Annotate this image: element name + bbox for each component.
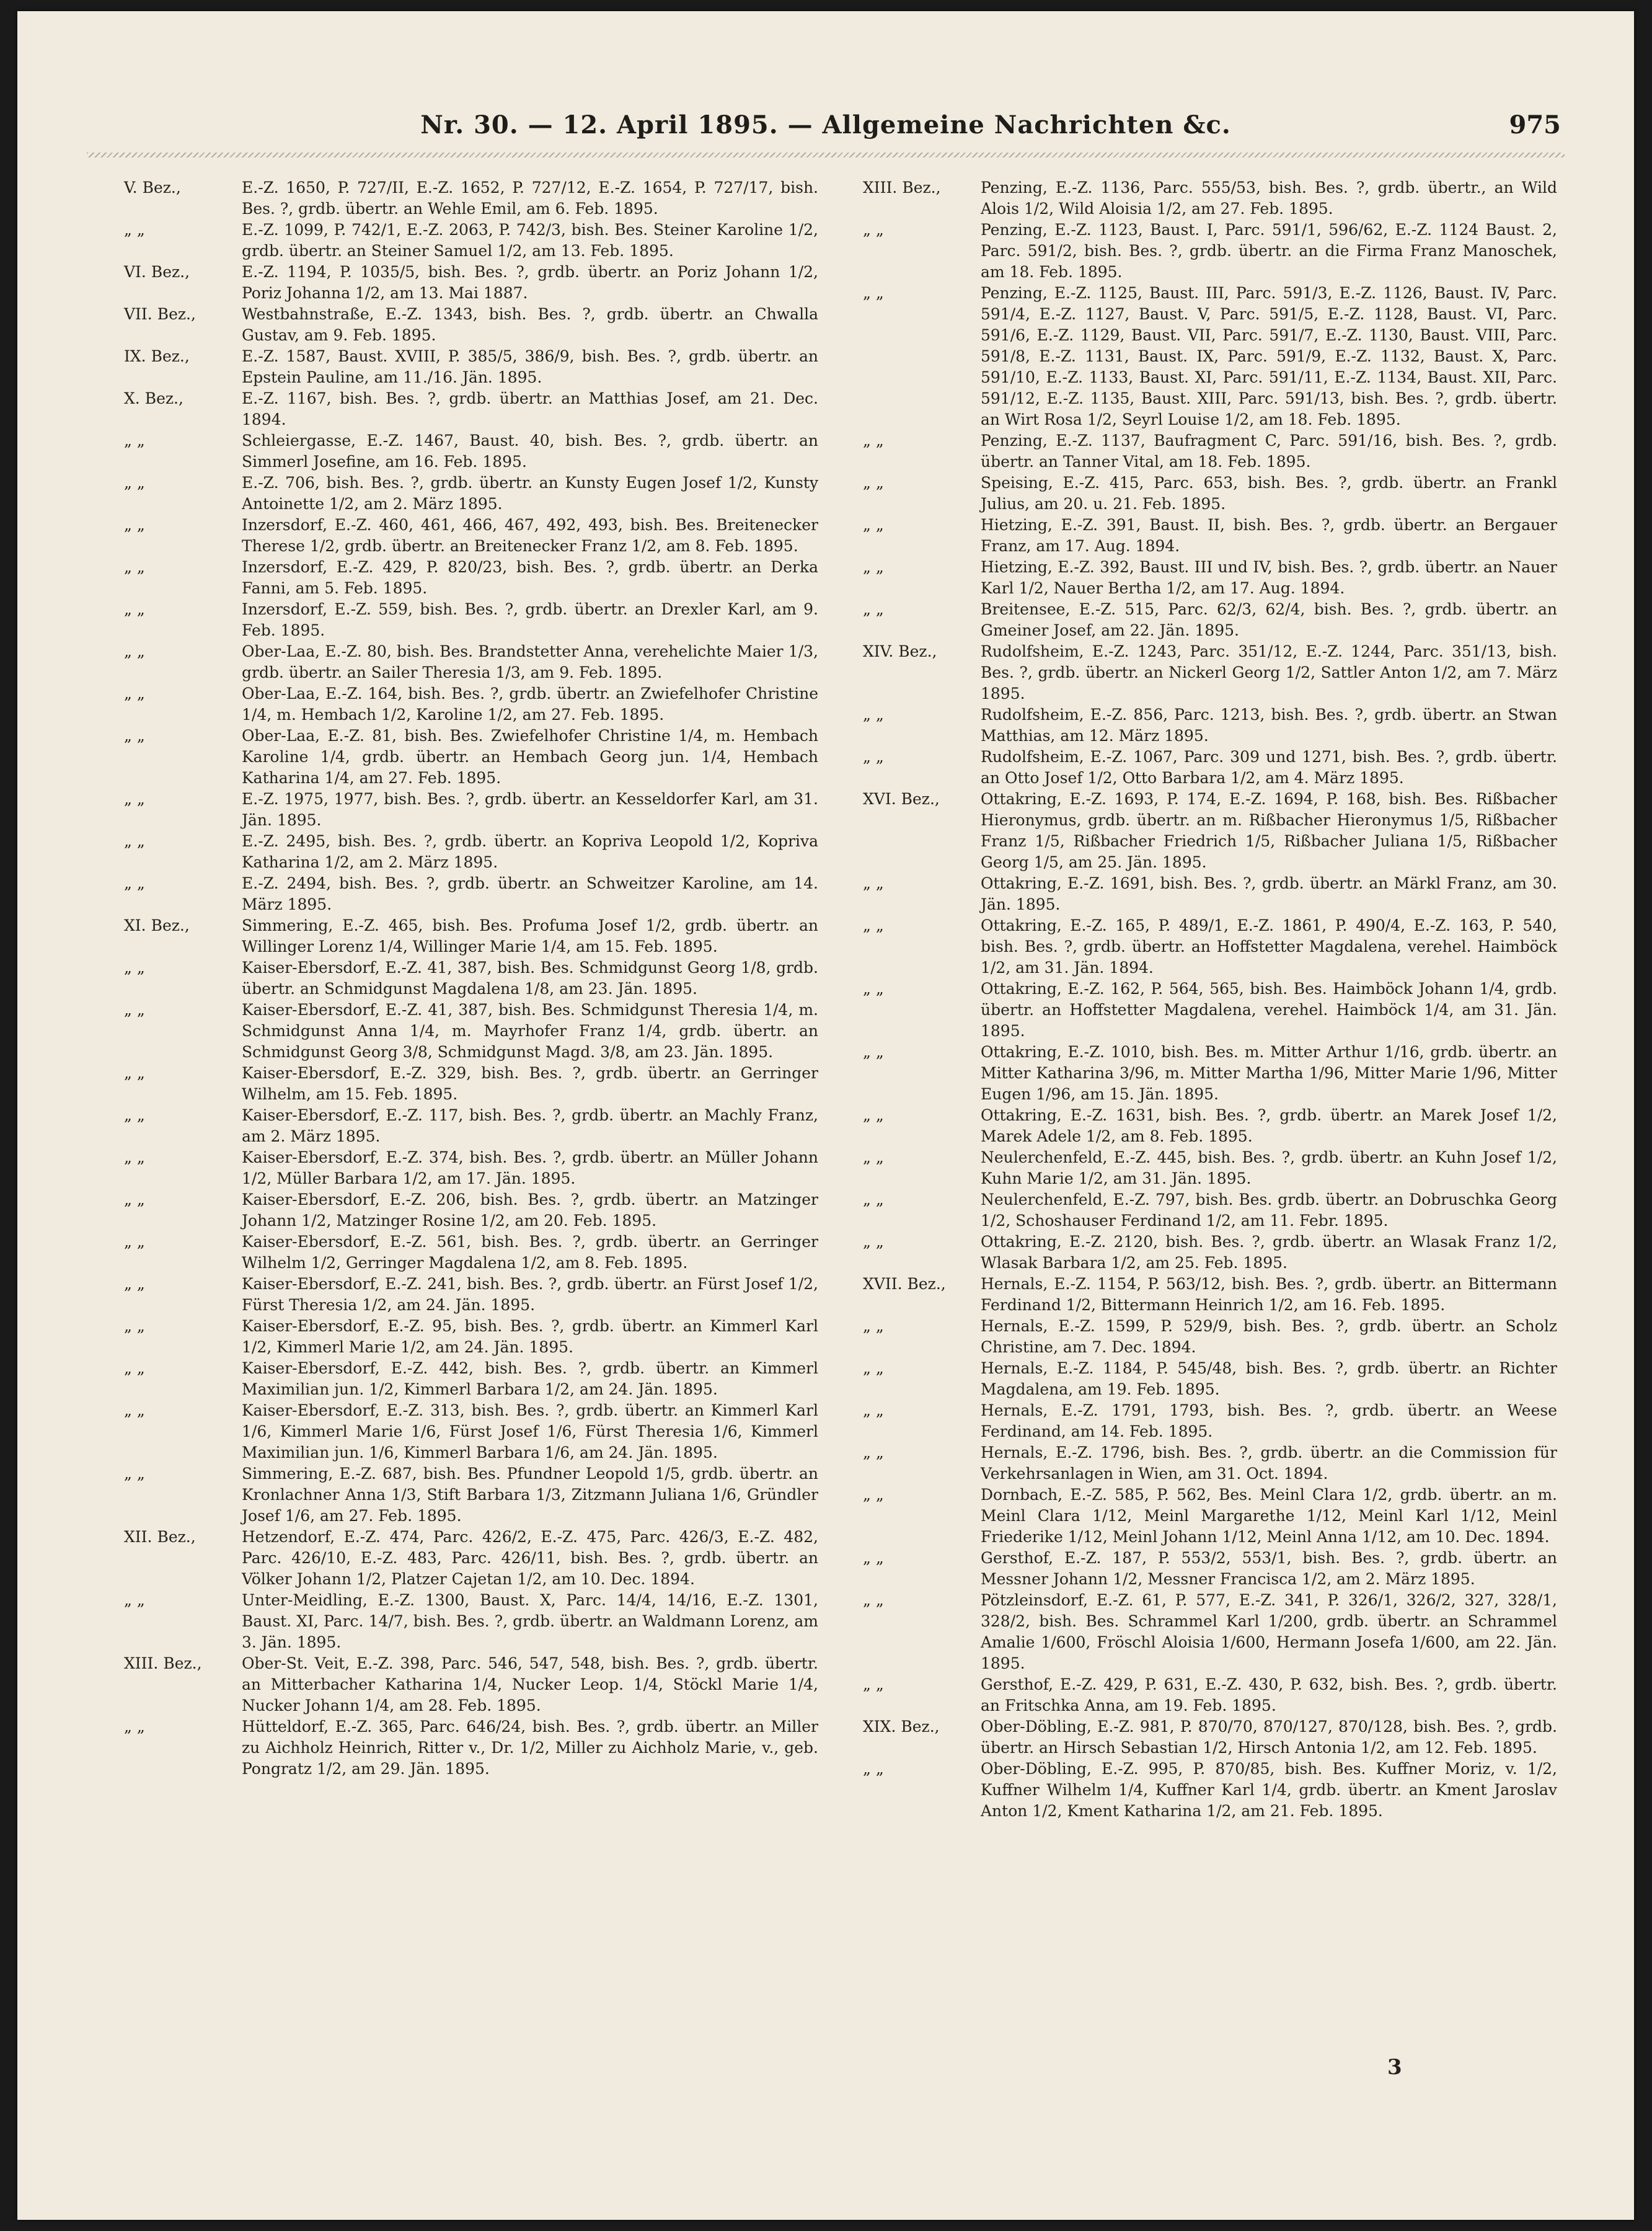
entry-district-label: XIII. Bez., <box>124 1654 202 1672</box>
register-entry <box>124 1716 818 1780</box>
entry-text: Hernals, E.-Z. 1599, P. 529/9, bish. Bes. ?, grdb. übertr. an Scholz Christine, am 7. Dec. 1894. <box>981 1317 1557 1356</box>
register-entry <box>124 262 818 304</box>
register-entry <box>124 1105 818 1147</box>
register-entry <box>863 1316 1557 1358</box>
entry-district-label: XVII. Bez., <box>863 1275 946 1293</box>
entry-district-label: „ „ <box>124 558 145 576</box>
register-entry <box>863 747 1557 789</box>
right-column <box>863 177 1557 1822</box>
register-entry <box>863 177 1557 220</box>
entry-district-label: „ „ <box>863 1444 884 1461</box>
entry-district-label: „ „ <box>863 432 884 450</box>
entry-text: Ober-Laa, E.-Z. 81, bish. Bes. Zwiefelhofer Christine 1/4, m. Hembach Karoline 1/4, grdb. übertr. an Hembach Georg jun. 1/4, Hembach Katharina 1/4, am 27. Feb. 1895. <box>242 727 818 787</box>
entry-text: Kaiser-Ebersdorf, E.-Z. 442, bish. Bes. ?, grdb. übertr. an Kimmerl Maximilian jun. 1/2, Kimmerl Barbara 1/2, am 24. Jän. 1895. <box>242 1359 818 1398</box>
entry-text: Kaiser-Ebersdorf, E.-Z. 561, bish. Bes. ?, grdb. übertr. an Gerringer Wilhelm 1/2, Gerringer Magdalena 1/2, am 8. Feb. 1895. <box>242 1233 818 1272</box>
register-entry <box>124 1274 818 1316</box>
entry-text: Simmering, E.-Z. 687, bish. Bes. Pfundner Leopold 1/5, grdb. übertr. an Kronlachner Anna 1/3, Stift Barbara 1/3, Zitzmann Juliana 1/6, Gründler Josef 1/6, am 27. Feb. 1895. <box>242 1465 818 1525</box>
entry-text: Kaiser-Ebersdorf, E.-Z. 95, bish. Bes. ?, grdb. übertr. an Kimmerl Karl 1/2, Kimmerl Marie 1/2, am 24. Jän. 1895. <box>242 1317 818 1356</box>
entry-text: Inzersdorf, E.-Z. 460, 461, 466, 467, 492, 493, bish. Bes. Breitenecker Therese 1/2, grdb. übertr. an Breitenecker Franz 1/2, am 8. Feb. 1895. <box>242 516 818 555</box>
entry-text: Dornbach, E.-Z. 585, P. 562, Bes. Meinl Clara 1/2, grdb. übertr. an m. Meinl Clara 1/12, Meinl Margarethe 1/12, Meinl Karl 1/12, Meinl Friederike 1/12, Meinl Johann 1/12, Meinl Anna 1/12, am 10. Dec. 1894. <box>981 1486 1557 1546</box>
entry-district-label: „ „ <box>124 727 145 745</box>
entry-district-label: „ „ <box>863 1043 884 1061</box>
register-entry <box>124 177 818 220</box>
entry-text: Ober-Laa, E.-Z. 164, bish. Bes. ?, grdb. übertr. an Zwiefelhofer Christine 1/4, m. Hembach 1/2, Karoline 1/2, am 27. Feb. 1895. <box>242 685 818 724</box>
left-column <box>124 177 818 1780</box>
register-entry <box>863 978 1557 1042</box>
entry-district-label: „ „ <box>863 1401 884 1419</box>
entry-text: E.-Z. 2495, bish. Bes. ?, grdb. übertr. an Kopriva Leopold 1/2, Kopriva Katharina 1/2, am 2. März 1895. <box>242 832 818 871</box>
entry-text: Inzersdorf, E.-Z. 429, P. 820/23, bish. Bes. ?, grdb. übertr. an Derka Fanni, am 5. Feb. 1895. <box>242 558 818 597</box>
entry-district-label: „ „ <box>124 1317 145 1335</box>
entry-district-label: XIV. Bez., <box>863 642 937 660</box>
entry-text: Kaiser-Ebersdorf, E.-Z. 41, 387, bish. Bes. Schmidgunst Georg 1/8, grdb. übertr. an Schmidgunst Magdalena 1/8, am 23. Jän. 1895. <box>242 959 818 998</box>
entry-text: Ober-Laa, E.-Z. 80, bish. Bes. Brandstetter Anna, verehelichte Maier 1/3, grdb. übertr. an Sailer Theresia 1/3, am 9. Feb. 1895. <box>242 642 818 681</box>
register-entry <box>863 915 1557 978</box>
register-entry <box>124 1147 818 1189</box>
register-entry <box>124 1400 818 1463</box>
register-entry <box>863 1274 1557 1316</box>
entry-text: Hütteldorf, E.-Z. 365, Parc. 646/24, bish. Bes. ?, grdb. übertr. an Miller zu Aichholz Heinrich, Ritter v., Dr. 1/2, Miller zu Aichholz Marie, v., geb. Pongratz 1/2, am 29. Jän. 1895. <box>242 1718 818 1778</box>
register-entry <box>863 873 1557 915</box>
entry-district-label: „ „ <box>124 1359 145 1377</box>
register-entry <box>863 557 1557 599</box>
entry-district-label: „ „ <box>124 1401 145 1419</box>
entry-text: E.-Z. 706, bish. Bes. ?, grdb. übertr. an Kunsty Eugen Josef 1/2, Kunsty Antoinette 1/2, am 2. März 1895. <box>242 474 818 513</box>
register-entry <box>124 304 818 346</box>
entry-district-label: XI. Bez., <box>124 916 190 934</box>
entry-district-label: „ „ <box>124 1148 145 1166</box>
register-entry <box>124 515 818 557</box>
entry-text: Breitensee, E.-Z. 515, Parc. 62/3, 62/4, bish. Bes. ?, grdb. übertr. an Gmeiner Josef, am 22. Jän. 1895. <box>981 600 1557 639</box>
register-entry <box>124 557 818 599</box>
register-entry <box>863 515 1557 557</box>
entry-text: Ottakring, E.-Z. 1631, bish. Bes. ?, grdb. übertr. an Marek Josef 1/2, Marek Adele 1/2, am 8. Feb. 1895. <box>981 1106 1557 1145</box>
register-entry <box>863 1759 1557 1822</box>
entry-text: Ottakring, E.-Z. 2120, bish. Bes. ?, grdb. übertr. an Wlasak Franz 1/2, Wlasak Barbara 1/2, am 25. Feb. 1895. <box>981 1233 1557 1272</box>
entry-district-label: „ „ <box>124 642 145 660</box>
register-entry <box>124 472 818 515</box>
entry-district-label: „ „ <box>863 474 884 492</box>
entry-district-label: „ „ <box>863 284 884 302</box>
register-entry <box>863 1716 1557 1759</box>
entry-text: E.-Z. 1194, P. 1035/5, bish. Bes. ?, grdb. übertr. an Poriz Johann 1/2, Poriz Johanna 1/2, am 13. Mai 1887. <box>242 263 818 302</box>
entry-district-label: „ „ <box>124 1233 145 1251</box>
entry-text: Gersthof, E.-Z. 429, P. 631, E.-Z. 430, P. 632, bish. Bes. ?, grdb. übertr. an Fritschka Anna, am 19. Feb. 1895. <box>981 1675 1557 1714</box>
register-entry <box>863 789 1557 873</box>
page-title: Nr. 30. — 12. April 1895. — Allgemeine Nachrichten &c. <box>420 110 1231 140</box>
entry-text: Kaiser-Ebersdorf, E.-Z. 313, bish. Bes. ?, grdb. übertr. an Kimmerl Karl 1/6, Kimmerl Marie 1/6, Fürst Josef 1/6, Fürst Theresia 1/6, Kimmerl Maximilian jun. 1/6, Kimmerl Barbara 1/6, am 24. Jän. 1895. <box>242 1401 818 1461</box>
entry-text: Rudolfsheim, E.-Z. 1243, Parc. 351/12, E.-Z. 1244, Parc. 351/13, bish. Bes. ?, grdb. übertr. an Nickerl Georg 1/2, Sattler Anton 1/2, am 7. März 1895. <box>981 642 1557 703</box>
entry-text: Penzing, E.-Z. 1137, Baufragment C, Parc. 591/16, bish. Bes. ?, grdb. übertr. an Tanner Vital, am 18. Feb. 1895. <box>981 432 1557 471</box>
entry-district-label: X. Bez., <box>124 389 183 407</box>
page-header <box>17 110 1634 148</box>
register-entry <box>863 1484 1557 1548</box>
entry-district-label: „ „ <box>863 221 884 239</box>
entry-text: Hernals, E.-Z. 1154, P. 563/12, bish. Bes. ?, grdb. übertr. an Bittermann Ferdinand 1/2, Bittermann Heinrich 1/2, am 16. Feb. 1895. <box>981 1275 1557 1314</box>
register-entry <box>124 220 818 262</box>
entry-text: Ottakring, E.-Z. 1693, P. 174, E.-Z. 1694, P. 168, bish. Bes. Rißbacher Hieronymus, grdb. übertr. an m. Rißbacher Hieronymus 1/5, Rißbacher Franz 1/5, Rißbacher Friedrich 1/5, Rißbacher Juliana 1/5, Rißbacher Georg 1/5, am 25. Jän. 1895. <box>981 790 1557 871</box>
entry-text: Neulerchenfeld, E.-Z. 445, bish. Bes. ?, grdb. übertr. an Kuhn Josef 1/2, Kuhn Marie 1/2, am 31. Jän. 1895. <box>981 1148 1557 1187</box>
register-entry <box>863 1590 1557 1674</box>
entry-text: E.-Z. 1975, 1977, bish. Bes. ?, grdb. übertr. an Kesseldorfer Karl, am 31. Jän. 1895. <box>242 790 818 829</box>
entry-text: E.-Z. 1167, bish. Bes. ?, grdb. übertr. an Matthias Josef, am 21. Dec. 1894. <box>242 389 818 428</box>
entry-district-label: „ „ <box>124 959 145 977</box>
entry-district-label: „ „ <box>124 874 145 892</box>
header-rule <box>87 153 1565 157</box>
entry-district-label: „ „ <box>124 1064 145 1082</box>
entry-text: E.-Z. 1587, Baust. XVIII, P. 385/5, 386/9, bish. Bes. ?, grdb. übertr. an Epstein Pauline, am 11./16. Jän. 1895. <box>242 347 818 386</box>
entry-district-label: „ „ <box>124 1106 145 1124</box>
register-entry <box>124 1463 818 1527</box>
entry-district-label: „ „ <box>124 1591 145 1609</box>
register-entry <box>863 1189 1557 1231</box>
register-entry <box>124 388 818 430</box>
entry-text: E.-Z. 2494, bish. Bes. ?, grdb. übertr. an Schweitzer Karoline, am 14. März 1895. <box>242 874 818 913</box>
entry-district-label: „ „ <box>863 600 884 618</box>
entry-district-label: „ „ <box>124 1465 145 1483</box>
entry-district-label: „ „ <box>124 1275 145 1293</box>
entry-district-label: „ „ <box>863 1317 884 1335</box>
entry-district-label: „ „ <box>863 1359 884 1377</box>
entry-text: Westbahnstraße, E.-Z. 1343, bish. Bes. ?, grdb. übertr. an Chwalla Gustav, am 9. Feb. 1895. <box>242 305 818 344</box>
register-entry <box>124 873 818 915</box>
register-entry <box>863 1231 1557 1274</box>
register-entry <box>863 1442 1557 1484</box>
entry-district-label: XVI. Bez., <box>863 790 940 808</box>
entry-district-label: „ „ <box>863 1591 884 1609</box>
entry-district-label: „ „ <box>863 1106 884 1124</box>
register-entry <box>863 1674 1557 1716</box>
entry-district-label: „ „ <box>863 874 884 892</box>
register-entry <box>124 1358 818 1400</box>
entry-district-label: XII. Bez., <box>124 1528 196 1546</box>
entry-text: Ober-St. Veit, E.-Z. 398, Parc. 546, 547, 548, bish. Bes. ?, grdb. übertr. an Mitterbacher Katharina 1/4, Nucker Leop. 1/4, Stöckl Marie 1/4, Nucker Johann 1/4, am 28. Feb. 1895. <box>242 1654 818 1714</box>
entry-text: Penzing, E.-Z. 1125, Baust. III, Parc. 591/3, E.-Z. 1126, Baust. IV, Parc. 591/4, E.-Z. 1127, Baust. V, Parc. 591/5, E.-Z. 1128, Baust. VI, Parc. 591/6, E.-Z. 1129, Baust. VII, Parc. 591/7, E.-Z. 1130, Baust. VIII, Parc. 591/8, E.-Z. 1131, Baust. IX, Parc. 591/9, E.-Z. 1132, Baust. X, Parc. 591/10, E.-Z. 1133, Baust. XI, Parc. 591/11, E.-Z. 1134, Baust. XII, Parc. 591/12, E.-Z. 1135, Baust. XIII, Parc. 591/13, bish. Bes. ?, grdb. übertr. an Wirt Rosa 1/2, Seyrl Louise 1/2, am 18. Feb. 1895. <box>981 284 1557 428</box>
register-entry <box>124 1527 818 1590</box>
register-entry <box>863 704 1557 747</box>
entry-text: Unter-Meidling, E.-Z. 1300, Baust. X, Parc. 14/4, 14/16, E.-Z. 1301, Baust. XI, Parc. 14/7, bish. Bes. ?, grdb. übertr. an Waldmann Lorenz, am 3. Jän. 1895. <box>242 1591 818 1651</box>
entry-text: Hernals, E.-Z. 1791, 1793, bish. Bes. ?, grdb. übertr. an Weese Ferdinand, am 14. Feb. 1895. <box>981 1401 1557 1440</box>
entry-district-label: „ „ <box>124 221 145 239</box>
register-entry <box>124 957 818 1000</box>
entry-district-label: „ „ <box>124 685 145 703</box>
register-entry <box>124 1316 818 1358</box>
entry-text: Rudolfsheim, E.-Z. 1067, Parc. 309 und 1271, bish. Bes. ?, grdb. übertr. an Otto Josef 1/2, Otto Barbara 1/2, am 4. März 1895. <box>981 748 1557 787</box>
entry-text: Neulerchenfeld, E.-Z. 797, bish. Bes. grdb. übertr. an Dobruschka Georg 1/2, Schoshauser Ferdinand 1/2, am 11. Febr. 1895. <box>981 1191 1557 1230</box>
entry-district-label: VII. Bez., <box>124 305 196 323</box>
entry-text: Kaiser-Ebersdorf, E.-Z. 117, bish. Bes. ?, grdb. übertr. an Machly Franz, am 2. März 1895. <box>242 1106 818 1145</box>
entry-text: Hietzing, E.-Z. 392, Baust. III und IV, bish. Bes. ?, grdb. übertr. an Nauer Karl 1/2, Nauer Bertha 1/2, am 17. Aug. 1894. <box>981 558 1557 597</box>
entry-text: Ottakring, E.-Z. 162, P. 564, 565, bish. Bes. Haimböck Johann 1/4, grdb. übertr. an Hoffstetter Magdalena, verehel. Haimböck 1/4, am 31. Jän. 1895. <box>981 980 1557 1040</box>
register-entry <box>863 599 1557 641</box>
register-entry <box>863 1105 1557 1147</box>
entry-district-label: „ „ <box>124 432 145 450</box>
entry-text: E.-Z. 1650, P. 727/II, E.-Z. 1652, P. 727/12, E.-Z. 1654, P. 727/17, bish. Bes. ?, grdb. übertr. an Wehle Emil, am 6. Feb. 1895. <box>242 179 818 218</box>
register-entry <box>124 1231 818 1274</box>
entry-text: Hernals, E.-Z. 1184, P. 545/48, bish. Bes. ?, grdb. übertr. an Richter Magdalena, am 19. Feb. 1895. <box>981 1359 1557 1398</box>
entry-text: Kaiser-Ebersdorf, E.-Z. 241, bish. Bes. ?, grdb. übertr. an Fürst Josef 1/2, Fürst Theresia 1/2, am 24. Jän. 1895. <box>242 1275 818 1314</box>
entry-text: Simmering, E.-Z. 465, bish. Bes. Profuma Josef 1/2, grdb. übertr. an Willinger Lorenz 1/4, Willinger Marie 1/4, am 15. Feb. 1895. <box>242 916 818 956</box>
page-number: 975 <box>1509 110 1561 140</box>
entry-district-label: „ „ <box>863 706 884 724</box>
register-entry <box>863 430 1557 472</box>
entry-text: Inzersdorf, E.-Z. 559, bish. Bes. ?, grdb. übertr. an Drexler Karl, am 9. Feb. 1895. <box>242 600 818 639</box>
entry-text: Ober-Döbling, E.-Z. 981, P. 870/70, 870/127, 870/128, bish. Bes. ?, grdb. übertr. an Hirsch Sebastian 1/2, Hirsch Antonia 1/2, am 12. Feb. 1895. <box>981 1718 1557 1757</box>
register-entry <box>124 1590 818 1653</box>
register-entry <box>124 1063 818 1105</box>
register-entry <box>863 1358 1557 1400</box>
entry-district-label: V. Bez., <box>124 179 181 197</box>
entry-text: Ottakring, E.-Z. 1691, bish. Bes. ?, grdb. übertr. an Märkl Franz, am 30. Jän. 1895. <box>981 874 1557 913</box>
register-entry <box>124 725 818 789</box>
entry-text: Hetzendorf, E.-Z. 474, Parc. 426/2, E.-Z. 475, Parc. 426/3, E.-Z. 482, Parc. 426/10, E.-Z. 483, Parc. 426/11, bish. Bes. ?, grdb. übertr. an Völker Johann 1/2, Platzer Cajetan 1/2, am 10. Dec. 1894. <box>242 1528 818 1588</box>
entry-district-label: „ „ <box>124 600 145 618</box>
register-entry <box>863 220 1557 283</box>
entry-district-label: „ „ <box>863 516 884 534</box>
entry-text: Ottakring, E.-Z. 165, P. 489/1, E.-Z. 1861, P. 490/4, E.-Z. 163, P. 540, bish. Bes. ?, grdb. übertr. an Hoffstetter Magdalena, verehel. Haimböck 1/2, am 31. Jän. 1894. <box>981 916 1557 977</box>
register-entry <box>124 683 818 725</box>
register-entry <box>863 1147 1557 1189</box>
entry-district-label: „ „ <box>863 1549 884 1567</box>
register-entry <box>124 831 818 873</box>
entry-district-label: „ „ <box>124 790 145 808</box>
entry-text: Pötzleinsdorf, E.-Z. 61, P. 577, E.-Z. 341, P. 326/1, 326/2, 327, 328/1, 328/2, bish. Bes. Schrammel Karl 1/200, grdb. übertr. an Schrammel Amalie 1/600, Fröschl Aloisia 1/600, Hermann Josefa 1/600, am 22. Jän. 1895. <box>981 1591 1557 1672</box>
entry-text: Kaiser-Ebersdorf, E.-Z. 374, bish. Bes. ?, grdb. übertr. an Müller Johann 1/2, Müller Barbara 1/2, am 17. Jän. 1895. <box>242 1148 818 1187</box>
register-entry <box>124 430 818 472</box>
register-entry <box>863 1400 1557 1442</box>
signature-mark: 3 <box>1387 2055 1402 2080</box>
entry-district-label: „ „ <box>124 1001 145 1019</box>
entry-text: Kaiser-Ebersdorf, E.-Z. 206, bish. Bes. ?, grdb. übertr. an Matzinger Johann 1/2, Matzinger Rosine 1/2, am 20. Feb. 1895. <box>242 1191 818 1230</box>
entry-district-label: „ „ <box>124 1191 145 1209</box>
entry-district-label: „ „ <box>863 1148 884 1166</box>
register-entry <box>124 789 818 831</box>
entry-text: Penzing, E.-Z. 1136, Parc. 555/53, bish. Bes. ?, grdb. übertr., an Wild Alois 1/2, Wild Aloisia 1/2, am 27. Feb. 1895. <box>981 179 1557 218</box>
entry-district-label: „ „ <box>863 748 884 766</box>
register-entry <box>124 599 818 641</box>
register-entry <box>124 1000 818 1063</box>
register-entry <box>124 915 818 957</box>
entry-district-label: VI. Bez., <box>124 263 190 281</box>
entry-text: Kaiser-Ebersdorf, E.-Z. 41, 387, bish. Bes. Schmidgunst Theresia 1/4, m. Schmidgunst Anna 1/4, m. Mayrhofer Franz 1/4, grdb. übertr. an Schmidgunst Georg 3/8, Schmidgunst Magd. 3/8, am 23. Jän. 1895. <box>242 1001 818 1061</box>
register-entry <box>124 641 818 683</box>
entry-text: Schleiergasse, E.-Z. 1467, Baust. 40, bish. Bes. ?, grdb. übertr. an Simmerl Josefine, am 16. Feb. 1895. <box>242 432 818 471</box>
entry-district-label: XIII. Bez., <box>863 179 941 197</box>
newspaper-page <box>17 11 1634 2220</box>
entry-text: Kaiser-Ebersdorf, E.-Z. 329, bish. Bes. ?, grdb. übertr. an Gerringer Wilhelm, am 15. Feb. 1895. <box>242 1064 818 1103</box>
entry-district-label: IX. Bez., <box>124 347 190 365</box>
register-entry <box>863 1042 1557 1105</box>
register-entry <box>124 346 818 388</box>
entry-text: Rudolfsheim, E.-Z. 856, Parc. 1213, bish. Bes. ?, grdb. übertr. an Stwan Matthias, am 12. März 1895. <box>981 706 1557 745</box>
entry-text: Speising, E.-Z. 415, Parc. 653, bish. Bes. ?, grdb. übertr. an Frankl Julius, am 20. u. 21. Feb. 1895. <box>981 474 1557 513</box>
entry-district-label: „ „ <box>863 980 884 998</box>
entry-district-label: „ „ <box>124 474 145 492</box>
register-entry <box>124 1189 818 1231</box>
entry-text: Hernals, E.-Z. 1796, bish. Bes. ?, grdb. übertr. an die Commission für Verkehrsanlagen in Wien, am 31. Oct. 1894. <box>981 1444 1557 1483</box>
entry-district-label: „ „ <box>124 832 145 850</box>
entry-text: Gersthof, E.-Z. 187, P. 553/2, 553/1, bish. Bes. ?, grdb. übertr. an Messner Johann 1/2, Messner Francisca 1/2, am 2. März 1895. <box>981 1549 1557 1588</box>
entry-text: E.-Z. 1099, P. 742/1, E.-Z. 2063, P. 742/3, bish. Bes. Steiner Karoline 1/2, grdb. übertr. an Steiner Samuel 1/2, am 13. Feb. 1895. <box>242 221 818 260</box>
register-entry <box>863 1548 1557 1590</box>
entry-district-label: „ „ <box>863 1191 884 1209</box>
register-entry <box>863 472 1557 515</box>
entry-district-label: „ „ <box>124 516 145 534</box>
entry-text: Ober-Döbling, E.-Z. 995, P. 870/85, bish. Bes. Kuffner Moriz, v. 1/2, Kuffner Wilhelm 1/4, Kuffner Karl 1/4, grdb. übertr. an Kment Jaroslav Anton 1/2, Kment Katharina 1/2, am 21. Feb. 1895. <box>981 1760 1557 1820</box>
entry-district-label: „ „ <box>863 1486 884 1504</box>
entry-district-label: „ „ <box>124 1718 145 1736</box>
entry-text: Penzing, E.-Z. 1123, Baust. I, Parc. 591/1, 596/62, E.-Z. 1124 Baust. 2, Parc. 591/2, bish. Bes. ?, grdb. übertr. an die Firma Franz Manoschek, am 18. Feb. 1895. <box>981 221 1557 281</box>
entry-district-label: „ „ <box>863 1675 884 1693</box>
entry-district-label: „ „ <box>863 1760 884 1778</box>
register-entry <box>863 641 1557 704</box>
entry-district-label: „ „ <box>863 916 884 934</box>
register-entry <box>124 1653 818 1716</box>
entry-text: Hietzing, E.-Z. 391, Baust. II, bish. Bes. ?, grdb. übertr. an Bergauer Franz, am 17. Aug. 1894. <box>981 516 1557 555</box>
entry-district-label: „ „ <box>863 1233 884 1251</box>
entry-district-label: XIX. Bez., <box>863 1718 940 1736</box>
entry-district-label: „ „ <box>863 558 884 576</box>
register-entry <box>863 283 1557 430</box>
entry-text: Ottakring, E.-Z. 1010, bish. Bes. m. Mitter Arthur 1/16, grdb. übertr. an Mitter Katharina 3/96, m. Mitter Martha 1/96, Mitter Marie 1/96, Mitter Eugen 1/96, am 15. Jän. 1895. <box>981 1043 1557 1103</box>
